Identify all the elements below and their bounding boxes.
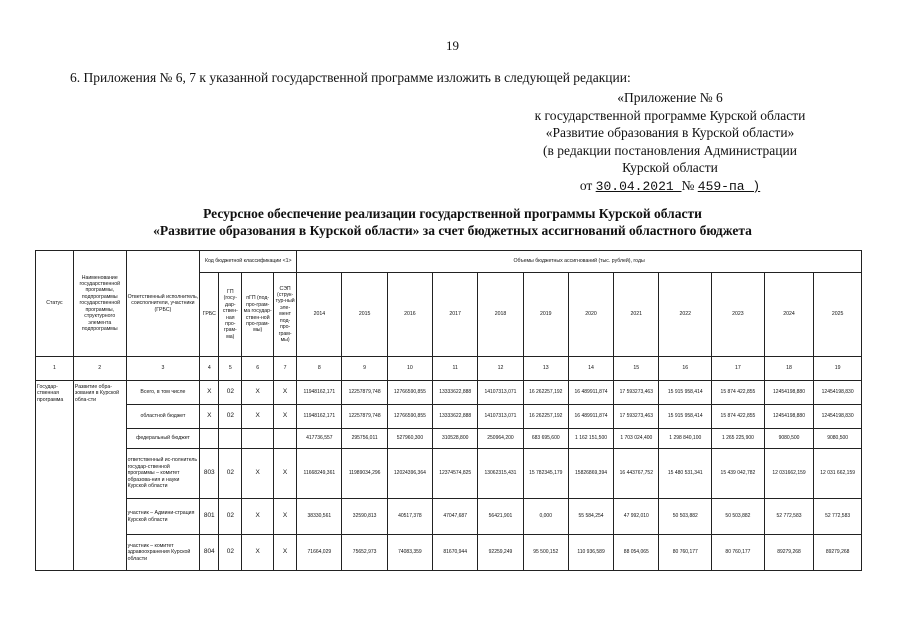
value-cell: 11948162,171 [297, 381, 342, 405]
value-cell: 12257879,748 [342, 405, 387, 429]
value-cell: 15826869,394 [568, 449, 613, 499]
header-pgp: пГП (под-про-грам-ма государ-ствен-ной про-грам-мы) [242, 273, 274, 357]
column-number: 1 [36, 357, 74, 381]
value-cell: 12024396,364 [387, 449, 432, 499]
value-cell: 12 031 662,159 [814, 449, 862, 499]
value-cell: 15 782345,179 [523, 449, 568, 499]
table-row [36, 535, 862, 571]
header-year: 2025 [814, 273, 862, 357]
value-cell: 1 162 151,500 [568, 429, 613, 449]
value-cell: 1 298 840,100 [659, 429, 712, 449]
header-year: 2016 [387, 273, 432, 357]
pgp-cell: Х [242, 449, 274, 499]
value-cell: 47 992,010 [614, 499, 659, 535]
column-number: 17 [712, 357, 765, 381]
appendix-line-3: «Развитие образования в Курской области» [545, 125, 795, 140]
value-cell: 47047,687 [433, 499, 478, 535]
column-number: 8 [297, 357, 342, 381]
value-cell: 16 489911,874 [568, 381, 613, 405]
executor-cell: участник – Админи-страция Курской области [126, 499, 200, 535]
column-number: 4 [200, 357, 219, 381]
column-number: 16 [659, 357, 712, 381]
value-cell: 11668249,361 [297, 449, 342, 499]
header-status: Статус [36, 251, 74, 357]
table-row [36, 429, 862, 449]
value-cell: 9080,500 [764, 429, 814, 449]
pgp-cell: Х [242, 499, 274, 535]
pgp-cell: Х [242, 381, 274, 405]
date-prefix: от [579, 177, 593, 193]
value-cell: 52 772,583 [814, 499, 862, 535]
program-name-cell: Развитие обра-зования в Курской обла-сти [73, 381, 126, 571]
value-cell: 89279,268 [764, 535, 814, 571]
appendix-line-2: к государственной программе Курской области [534, 107, 806, 123]
value-cell: 12454198,830 [814, 381, 862, 405]
value-cell: 12454198,880 [764, 405, 814, 429]
value-cell: 15 915 958,414 [659, 405, 712, 429]
table-row [36, 405, 862, 429]
value-cell: 75652,973 [342, 535, 387, 571]
value-cell: 12 031662,159 [764, 449, 814, 499]
column-number: 12 [478, 357, 523, 381]
executor-cell: участник – комитет здравоохранения Курской области [126, 535, 200, 571]
column-number: 11 [433, 357, 478, 381]
gp-cell: 02 [219, 405, 242, 429]
value-cell: 56421,901 [478, 499, 523, 535]
sep-cell: Х [274, 381, 297, 405]
value-cell: 80 760,177 [712, 535, 765, 571]
value-cell: 81670,944 [433, 535, 478, 571]
grbs-cell: Х [200, 405, 219, 429]
value-cell: 89279,268 [814, 535, 862, 571]
appendix-line-4: (в редакции постановления Администрации [543, 142, 797, 158]
header-year: 2022 [659, 273, 712, 357]
value-cell: 32590,813 [342, 499, 387, 535]
value-cell: 13333622,888 [433, 405, 478, 429]
value-cell: 15 874 422,855 [712, 405, 765, 429]
value-cell: 11989034,296 [342, 449, 387, 499]
value-cell: 95 500,152 [523, 535, 568, 571]
table-row [36, 381, 862, 405]
value-cell: 1 703 024,400 [614, 429, 659, 449]
grbs-cell: 804 [200, 535, 219, 571]
header-grbs: ГРБС [200, 273, 219, 357]
value-cell: 417736,557 [297, 429, 342, 449]
value-cell: 14107313,071 [478, 405, 523, 429]
gp-cell [219, 429, 242, 449]
page-number: 19 [446, 38, 459, 53]
value-cell: 16 262257,192 [523, 381, 568, 405]
title-line-1: Ресурсное обеспечение реализации государственной программы Курской области [203, 206, 702, 221]
header-code-group: Код бюджетной классификации <1> [200, 251, 297, 273]
column-number: 18 [764, 357, 814, 381]
value-cell: 12454198,830 [814, 405, 862, 429]
grbs-cell: 803 [200, 449, 219, 499]
executor-cell: федеральный бюджет [126, 429, 200, 449]
pgp-cell [242, 429, 274, 449]
value-cell: 12374574,825 [433, 449, 478, 499]
appendix-header [460, 89, 880, 195]
header-sep: СЭП (струк-тур-ный эле-мент под-про-грам-мы) [274, 273, 297, 357]
value-cell: 295756,011 [342, 429, 387, 449]
value-cell: 92259,249 [478, 535, 523, 571]
value-cell: 683 695,600 [523, 429, 568, 449]
value-cell: 50 503,882 [712, 499, 765, 535]
value-cell: 12454198,880 [764, 381, 814, 405]
header-gp: ГП (госу-дар-ствен-ная про-грам-ма) [219, 273, 242, 357]
header-executor: Ответственный исполнитель, соисполнители, участники (ГРБС) [126, 251, 200, 357]
number-value: 459-па ) [697, 178, 761, 194]
column-number: 19 [814, 357, 862, 381]
header-volumes-group: Объемы бюджетных ассигнований (тыс. рублей), годы [297, 251, 862, 273]
value-cell: 17 593273,463 [614, 405, 659, 429]
value-cell: 16 262257,192 [523, 405, 568, 429]
intro-text: 6. Приложения № 6, 7 к указанной государственной программе изложить в следующей редакции: [70, 70, 631, 85]
header-year: 2024 [764, 273, 814, 357]
column-number: 3 [126, 357, 200, 381]
executor-cell: ответственный ис-полнитель государ-ственной программы – комитет образова-ния и науки Курской области [126, 449, 200, 499]
value-cell: 12766590,855 [387, 381, 432, 405]
header-year: 2019 [523, 273, 568, 357]
column-number: 15 [614, 357, 659, 381]
header-year: 2020 [568, 273, 613, 357]
appendix-line-5: Курской области [622, 160, 718, 175]
value-cell: 50 503,882 [659, 499, 712, 535]
table-row [36, 499, 862, 535]
gp-cell: 02 [219, 499, 242, 535]
value-cell: 88 054,065 [614, 535, 659, 571]
value-cell: 15 874 422,855 [712, 381, 765, 405]
sep-cell: Х [274, 449, 297, 499]
gp-cell: 02 [219, 535, 242, 571]
column-number: 14 [568, 357, 613, 381]
header-program-name: Наименование государственной программы, подпрограммы государственной программы, структурного элемента подпрограммы [73, 251, 126, 357]
column-number: 13 [523, 357, 568, 381]
header-year: 2015 [342, 273, 387, 357]
table-row [36, 449, 862, 499]
grbs-cell: 801 [200, 499, 219, 535]
value-cell: 55 584,254 [568, 499, 613, 535]
value-cell: 1 265 225,900 [712, 429, 765, 449]
status-cell: Государ-ственная программа [36, 381, 74, 571]
value-cell: 71664,029 [297, 535, 342, 571]
column-number: 6 [242, 357, 274, 381]
header-year: 2018 [478, 273, 523, 357]
date-value: 30.04.2021 [595, 178, 682, 194]
value-cell: 12257879,748 [342, 381, 387, 405]
executor-cell: Всего, в том числе [126, 381, 200, 405]
value-cell: 13333622,888 [433, 381, 478, 405]
value-cell: 15 915 958,414 [659, 381, 712, 405]
value-cell: 17 593273,463 [614, 381, 659, 405]
value-cell: 250964,200 [478, 429, 523, 449]
value-cell: 16 443767,752 [614, 449, 659, 499]
pgp-cell: Х [242, 405, 274, 429]
value-cell: 11948162,171 [297, 405, 342, 429]
value-cell: 74083,359 [387, 535, 432, 571]
column-number: 2 [73, 357, 126, 381]
value-cell: 110 936,589 [568, 535, 613, 571]
column-number: 7 [274, 357, 297, 381]
value-cell: 0,000 [523, 499, 568, 535]
value-cell: 16 489911,874 [568, 405, 613, 429]
gp-cell: 02 [219, 449, 242, 499]
document-title [0, 205, 905, 239]
value-cell: 12766590,855 [387, 405, 432, 429]
grbs-cell: Х [200, 381, 219, 405]
sep-cell: Х [274, 499, 297, 535]
gp-cell: 02 [219, 381, 242, 405]
sep-cell [274, 429, 297, 449]
header-year: 2023 [712, 273, 765, 357]
number-sign: № [681, 177, 695, 193]
column-number: 5 [219, 357, 242, 381]
header-year: 2021 [614, 273, 659, 357]
header-year: 2017 [433, 273, 478, 357]
header-year: 2014 [297, 273, 342, 357]
title-line-2: «Развитие образования в Курской области» за счет бюджетных ассигнований областного бюджета [153, 223, 752, 238]
grbs-cell [200, 429, 219, 449]
value-cell: 40517,378 [387, 499, 432, 535]
value-cell: 310528,800 [433, 429, 478, 449]
sep-cell: Х [274, 535, 297, 571]
value-cell: 38330,561 [297, 499, 342, 535]
column-number: 10 [387, 357, 432, 381]
value-cell: 80 760,177 [659, 535, 712, 571]
pgp-cell: Х [242, 535, 274, 571]
value-cell: 13062315,431 [478, 449, 523, 499]
value-cell: 14107313,071 [478, 381, 523, 405]
budget-table [35, 250, 862, 571]
appendix-line-1: «Приложение № 6 [617, 90, 723, 105]
value-cell: 15 439 042,782 [712, 449, 765, 499]
column-number: 9 [342, 357, 387, 381]
value-cell: 15 480 531,341 [659, 449, 712, 499]
sep-cell: Х [274, 405, 297, 429]
value-cell: 52 772,583 [764, 499, 814, 535]
appendix-date-line [460, 177, 880, 196]
value-cell: 527960,300 [387, 429, 432, 449]
executor-cell: областной бюджет [126, 405, 200, 429]
value-cell: 9080,500 [814, 429, 862, 449]
